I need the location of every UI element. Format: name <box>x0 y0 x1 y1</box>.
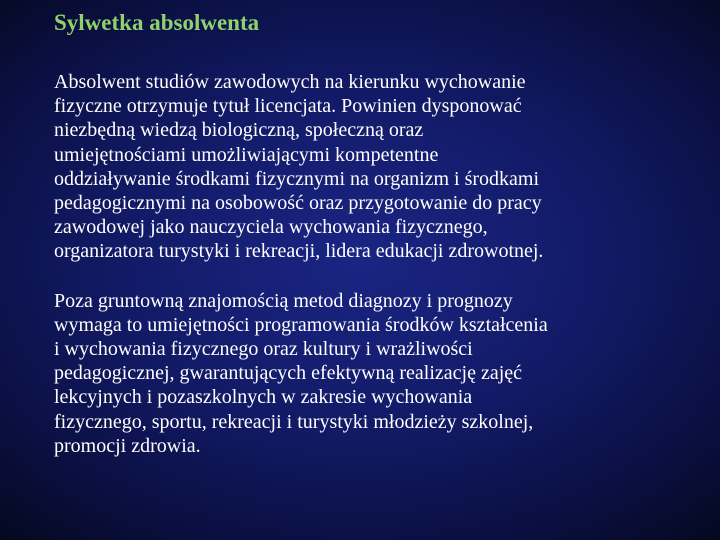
paragraph-requirements <box>54 289 694 458</box>
text-line: organizatora turystyki i rekreacji, lidera edukacji zdrowotnej. <box>54 240 544 263</box>
text-line: fizyczne otrzymuje tytuł licencjata. Powinien dysponować <box>54 95 522 118</box>
text-line: pedagogicznymi na osobowość oraz przygotowanie do pracy <box>54 192 542 215</box>
text-line: fizycznego, sportu, rekreacji i turystyki młodzieży szkolnej, <box>54 410 534 433</box>
paragraph-graduate-profile <box>54 70 694 264</box>
text-line: zawodowej jako nauczyciela wychowania fizycznego, <box>54 216 488 239</box>
text-line: wymaga to umiejętności programowania środków kształcenia <box>54 313 548 336</box>
slide-title: Sylwetka absolwenta <box>54 10 260 35</box>
text-line: Absolwent studiów zawodowych na kierunku wychowanie <box>54 71 526 93</box>
text-line: umiejętnościami umożliwiającymi kompetentne <box>54 143 439 166</box>
text-line: pedagogicznej, gwarantujących efektywną realizację zajęć <box>54 362 523 385</box>
text-line: oddziaływanie środkami fizycznymi na organizm i środkami <box>54 167 540 190</box>
text-line: lekcyjnych i pozaszkolnych w zakresie wychowania <box>54 386 473 409</box>
slide-body <box>54 70 694 458</box>
text-line: Poza gruntowną znajomością metod diagnozy i prognozy <box>54 289 513 312</box>
text-line: promocji zdrowia. <box>54 434 201 457</box>
text-line: i wychowania fizycznego oraz kultury i wrażliwości <box>54 338 473 361</box>
text-line: niezbędną wiedzą biologiczną, społeczną oraz <box>54 119 424 142</box>
